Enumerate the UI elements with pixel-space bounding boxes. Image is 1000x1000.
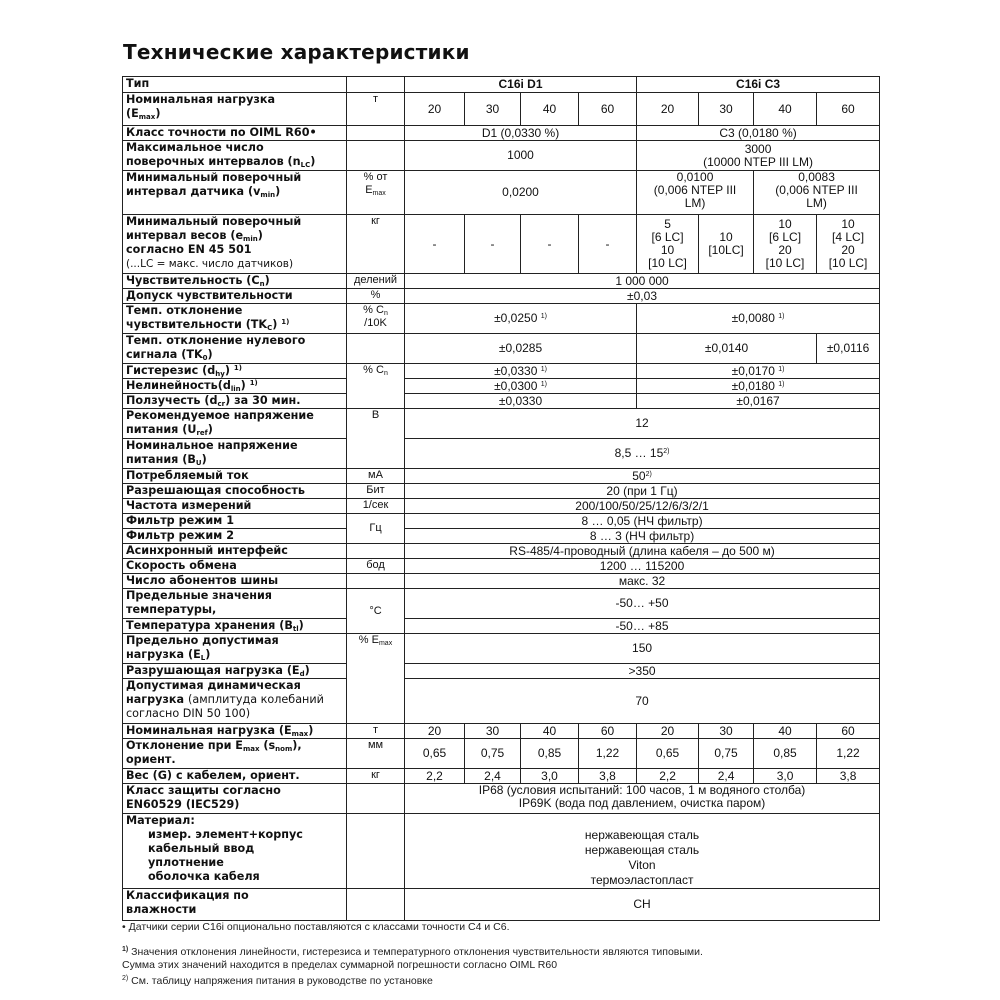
row-filter-1: Фильтр режим 1 Гц 8 … 0,05 (НЧ фильтр) xyxy=(123,514,880,529)
row-ed: Разрушающая нагрузка $(E_d)$ >350 xyxy=(123,664,880,679)
row-snom: Отклонение при $E_{max}$ $(s_{nom})$, ориент. мм 0,65 0,75 0,85 1,22 0,65 0,75 0,85 1,22 xyxy=(123,739,880,769)
row-emax-2: Номинальная нагрузка $(E_{max})$ т 20 30 40 60 20 30 40 60 xyxy=(123,724,880,739)
row-storage: Температура хранения $(B_{tl})$ -50… +85 xyxy=(123,619,880,634)
type-c16i-c3: C16i C3 xyxy=(637,77,880,93)
row-bu: Номинальное напряжение питания $(B_U)$ 8,5 … 15$^{2)}$ xyxy=(123,439,880,469)
row-weight: Вес (G) с кабелем, ориент. кг 2,2 2,4 3,0 3,8 2,2 2,4 3,0 3,8 xyxy=(123,769,880,784)
row-tk0: Темп. отклонение нулевого сигнала $(TK_0)$ ±0,0285 ±0,0140 ±0,0116 xyxy=(123,334,880,364)
row-tolerance: Допуск чувствительности % ±0,03 xyxy=(123,289,880,304)
row-resolution: Разрешающая способность Бит 20 (при 1 Гц) xyxy=(123,484,880,499)
row-uref: Рекомендуемое напряжение питания $(U_{ref})$ В 12 xyxy=(123,409,880,439)
row-frequency: Частота измерений 1/сек 200/100/50/25/12/6/3/2/1 xyxy=(123,499,880,514)
type-c16i-d1: C16i D1 xyxy=(405,77,637,93)
row-dlin: $Нелинейность(d_{lin})$ $^{1)}$ ±0,0300 $^{1)}$ ±0,0180 $^{1)}$ xyxy=(123,379,880,394)
row-dhy: Гистерезис $(d_{hy})$ $^{1)}$ % $C_n$ ±0,0330 $^{1)}$ ±0,0170 $^{1)}$ xyxy=(123,364,880,379)
row-filter-2: Фильтр режим 2 8 … 3 (НЧ фильтр) xyxy=(123,529,880,544)
row-vmin: Минимальный поверочный интервал датчика $(v_{min})$ % от $E_{max}$ 0,0200 0,0100 (0,006 NTEP III LM) 0,0083 (0,006 NTEP III LM) xyxy=(123,171,880,215)
row-current: Потребляемый ток мА 50$^{2)}$ xyxy=(123,469,880,484)
row-baud: Скорость обмена бод 1200 … 115200 xyxy=(123,559,880,574)
row-dynamic: Допустимая динамическая нагрузка (амплитуда колебаний согласно DIN 50 100) 70 xyxy=(123,679,880,724)
row-humidity: Классификация по влажности CH xyxy=(123,889,880,921)
footnote-accuracy-options: • Датчики серии C16i опционально поставляются с классами точности C4 и C6. xyxy=(122,921,510,933)
row-emax: Номинальная нагрузка $(E_{max})$ т 20 30 40 60 20 30 40 60 xyxy=(123,93,880,126)
row-type xyxy=(123,77,880,93)
row-subscribers: Число абонентов шины макс. 32 xyxy=(123,574,880,589)
row-emin: Минимальный поверочный интервал весов $(e_{min})$ согласно EN 45 501 (...LC = макс. число датчиков) кг - - - - 5 [6 LC] 10 [10 LC] 10 [10LC] 10 [6 LC] 20 [10 LC] 10 [4 LC] 20 [10 LC] xyxy=(123,215,880,274)
row-protection: Класс защиты согласно EN60529 (IEC529) IP68 (условия испытаний: 100 часов, 1 м водяного столба) IP69K (вода под давлением, очистка паром) xyxy=(123,784,880,814)
row-temperature: Предельные значения температуры, °C -50… +50 xyxy=(123,589,880,619)
row-material: Материал: измер. элемент+корпус кабельный ввод уплотнение оболочка кабеля нержавеющая сталь нержавеющая сталь Viton термоэластопласт xyxy=(123,814,880,889)
spec-table xyxy=(122,76,880,921)
row-accuracy: Класс точности по OIML R60• D1 (0,0330 %) C3 (0,0180 %) xyxy=(123,126,880,141)
row-el: Предельно допустимая нагрузка $(E_L)$ % $E_{max}$ 150 xyxy=(123,634,880,664)
row-cn: Чувствительность $(C_n)$ делений 1 000 000 xyxy=(123,274,880,289)
row-async: Асинхронный интерфейс RS-485/4-проводный (длина кабеля – до 500 м) xyxy=(123,544,880,559)
row-dcr: Ползучесть $(d_{cr})$ за 30 мин. ±0,0330 ±0,0167 xyxy=(123,394,880,409)
footnote-1: $^{1)}$ Значения отклонения линейности, гистерезиса и температурного отклонения чувствительности являются типовыми. Сумма этих значений находится в пределах суммарной погрешности согласно OIML R60 xyxy=(122,946,703,971)
label: Тип xyxy=(123,77,347,93)
row-tkc: Темп. отклонение чувствительности $(TK_C)$ $^{1)}$ % $C_n$ /10K ±0,0250 $^{1)}$ ±0,0080 $^{1)}$ xyxy=(123,304,880,334)
footnote-2: $^{2)}$ См. таблицу напряжения питания в руководстве по установке xyxy=(122,975,433,987)
page-title: Технические характеристики xyxy=(123,40,470,64)
row-nlc: Максимальное число поверочных интервалов $(n_{LC})$ 1000 3000 (10000 NTEP III LM) xyxy=(123,141,880,171)
